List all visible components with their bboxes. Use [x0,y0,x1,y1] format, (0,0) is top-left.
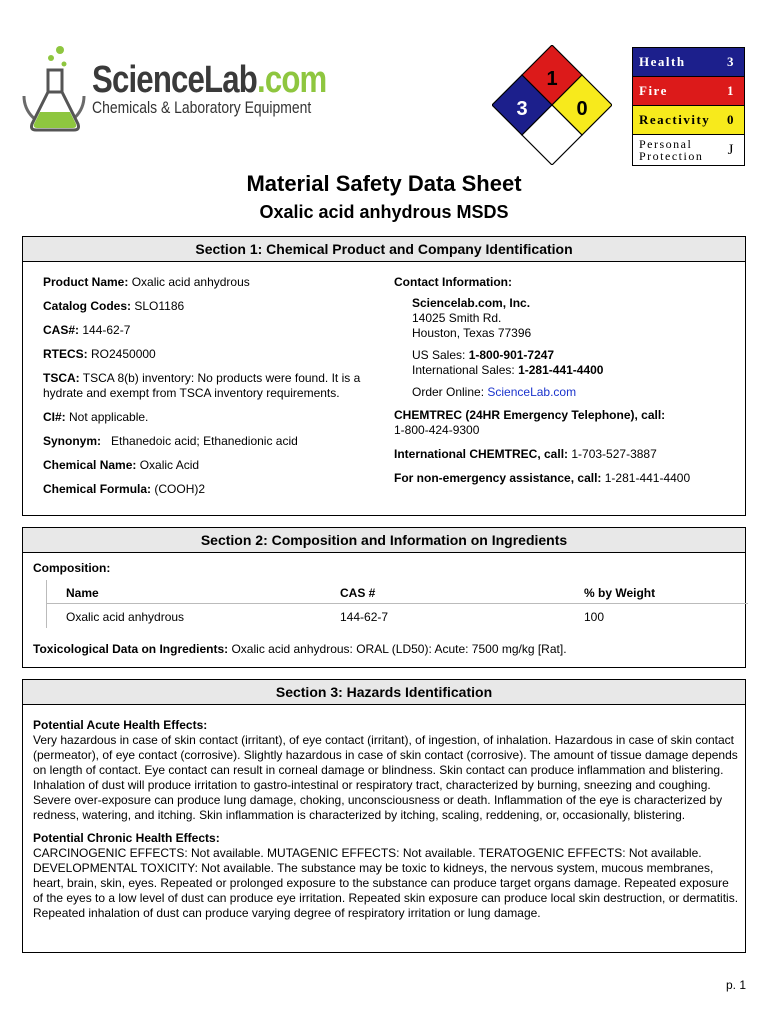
hmis-fire-row [633,77,744,106]
page-number: p. 1 [725,978,746,992]
hmis-reactivity-label: Reactivity [639,112,711,127]
table-header-row [47,580,748,604]
table-cell-weight: 100 [584,610,605,624]
company-address-1: 14025 Smith Rd. [412,311,502,325]
chronic-effects-text: CARCINOGENIC EFFECTS: Not available. MUTAGENIC EFFECTS: Not available. TERATOGENIC EFFECTS: Not available. DEVELOPMENTAL TOXICITY: Not available. The substance may be toxic to kidneys, the nervous system, mucous membranes, heart, brain, skin, eyes. Repeated or prolonged exposure to the substance can produce target organs damage. Repeated exposure of the eyes to a low level of dust can produce eye irritation. Repeated skin exposure can produce local skin destruction, or dermatitis. Repeated inhalation of dust can produce varying degree of respiratory irritation or lung damage. [33,846,739,920]
company-address-2: Houston, Texas 77396 [412,326,532,340]
table-header-weight: % by Weight [584,586,656,600]
section-2 [22,527,746,668]
synonym-field: Synonym: Ethanedoic acid; Ethanedionic acid [43,434,298,448]
composition-table [46,580,748,628]
international-sales: International Sales: 1-281-441-4400 [412,363,604,377]
acute-effects-text: Very hazardous in case of skin contact (irritant), of eye contact (irritant), of ingestion, of inhalation. Hazardous in case of skin contact (permeator), of eye contact (corrosive). Slightly hazardous in case of skin contact (corrosive). The amount of tissue damage depends on length of contact. Eye contact can result in corneal damage or blindness. Skin contact can produce inflammation and blistering. Inhalation of dust will produce irritation to gastro-intestinal or respiratory tract, characterized by burning, sneezing and coughing. Severe over-exposure can produce lung damage, choking, unconsciousness or death. Inflammation of the eye is characterized by redness, watering, and itching. Skin inflammation is characterized by itching, scaling, reddening, or, occasionally, blistering. [33,733,738,822]
hmis-protection-row [633,135,744,165]
hmis-fire-value: 1 [727,83,735,98]
hmis-label [632,47,745,166]
chronic-effects-label: Potential Chronic Health Effects: [33,831,220,845]
non-emergency-field: For non-emergency assistance, call: 1-281-441-4400 [394,471,691,485]
sciencelab-link[interactable]: ScienceLab.com [487,385,577,399]
chronic-effects [33,831,739,921]
composition-label: Composition: [33,561,111,575]
chemtrec-field: CHEMTREC (24HR Emergency Telephone), call: 1-800-424-9300 [394,408,666,437]
section-3 [22,679,746,953]
contact-info-label: Contact Information: [394,275,512,289]
logo-tagline: Chemicals & Laboratory Equipment [92,98,312,117]
cas-field: CAS#: 144-62-7 [43,323,131,337]
rtecs-field: RTECS: RO2450000 [43,347,156,361]
acute-effects [33,718,739,823]
hmis-fire-label: Fire [639,83,668,98]
hmis-reactivity-row [633,106,744,135]
hmis-protection-label: Personal Protection [639,137,704,163]
section-1 [22,236,746,516]
section-3-heading: Section 3: Hazards Identification [23,680,745,705]
tsca-field: TSCA: TSCA 8(b) inventory: No products were found. It is a hydrate and exempt from TSCA inventory requirements. [43,371,361,400]
section-2-heading: Section 2: Composition and Information on Ingredients [23,528,745,553]
table-cell-cas: 144-62-7 [340,610,389,624]
company-name: Sciencelab.com, Inc. [412,296,531,310]
document-subtitle: Oxalic acid anhydrous MSDS [259,202,509,222]
hmis-reactivity-value: 0 [727,112,735,127]
table-row [47,604,748,628]
catalog-codes-field: Catalog Codes: SLO1186 [43,299,185,313]
chemical-formula-field: Chemical Formula: (COOH)2 [43,482,206,496]
logo-wordmark: ScienceLab.com [92,59,327,101]
hazards-body [33,718,739,929]
nfpa-reactivity-value: 0 [576,98,588,120]
hmis-health-label: Health [639,54,686,69]
table-cell-name: Oxalic acid anhydrous [66,610,185,624]
nfpa-health-value: 3 [516,98,528,120]
hmis-health-row [633,48,744,77]
sciencelab-logo [18,44,327,134]
nfpa-fire-value: 1 [546,68,558,90]
acute-effects-label: Potential Acute Health Effects: [33,718,208,732]
us-sales: US Sales: 1-800-901-7247 [412,348,555,362]
toxicological-data: Toxicological Data on Ingredients: Oxalic acid anhydrous: ORAL (LD50): Acute: 7500 mg/kg [Rat]. [33,642,567,656]
hmis-protection-value: J [727,142,735,158]
contact-info-column [394,275,734,495]
table-header-name: Name [66,586,99,600]
section-1-heading: Section 1: Chemical Product and Company Identification [23,237,745,262]
nfpa-diamond [492,45,612,165]
product-info-column [43,275,383,506]
order-online: Order Online: ScienceLab.com [412,385,577,399]
international-chemtrec-field: International CHEMTREC, call: 1-703-527-3887 [394,447,657,461]
company-block [394,296,734,400]
flask-icon [18,44,90,134]
product-name-field: Product Name: Oxalic acid anhydrous [43,275,250,289]
chemical-name-field: Chemical Name: Oxalic Acid [43,458,200,472]
document-title: Material Safety Data Sheet [246,171,522,196]
table-header-cas: CAS # [340,586,376,600]
hmis-health-value: 3 [727,54,735,69]
ci-field: CI#: Not applicable. [43,410,149,424]
